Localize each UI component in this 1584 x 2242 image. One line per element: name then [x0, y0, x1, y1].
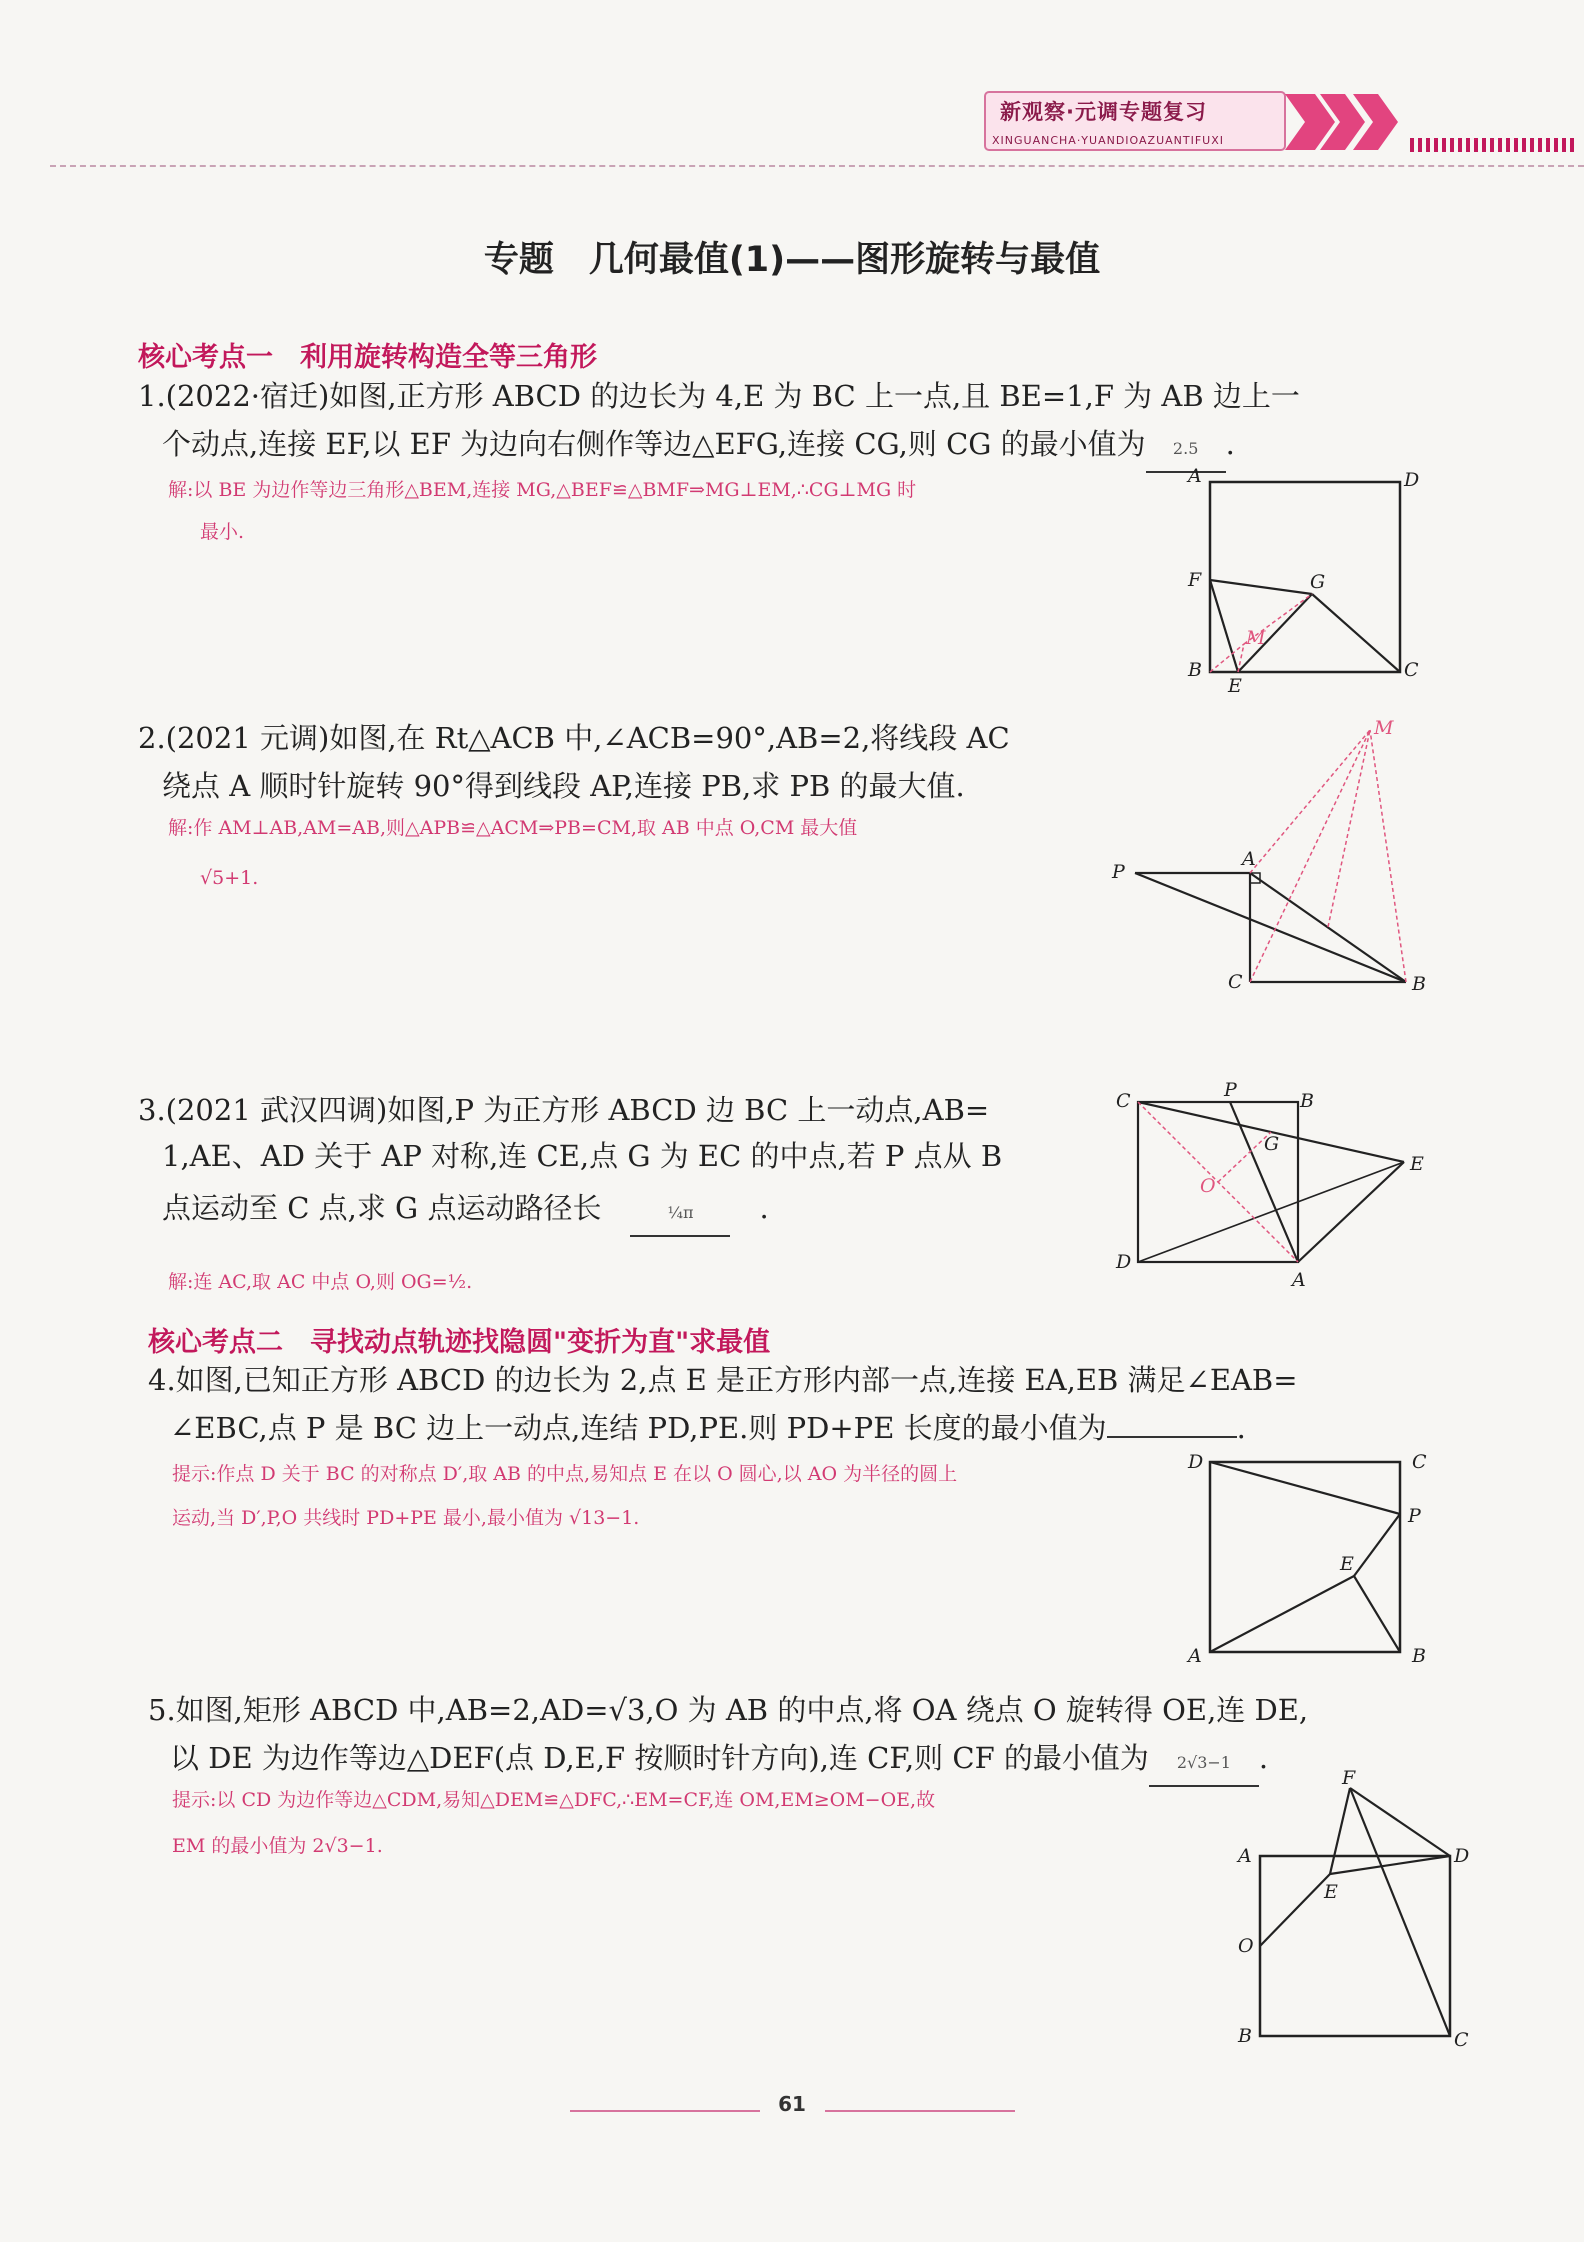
q4-label-A: A — [1188, 1645, 1202, 1667]
q5-end: . — [1258, 1741, 1269, 1775]
q4-line2-text: ∠EBC,点 P 是 BC 边上一动点,连结 PD,PE.则 PD+PE 长度的最小值为 — [170, 1411, 1107, 1445]
q2-label-C: C — [1228, 971, 1243, 993]
q5-label-D: D — [1454, 1845, 1470, 1867]
q1-solution-line1: 解:以 BE 为边作等边三角形△BEM,连接 MG,△BEF≌△BMF⇒MG⊥EM,∴CG⊥MG 时 — [168, 479, 917, 501]
q5-label-F: F — [1342, 1767, 1356, 1789]
header-divider — [50, 165, 1584, 167]
q1-label-D: D — [1404, 469, 1420, 491]
q2-label-B: B — [1412, 973, 1426, 995]
q1-figure — [1180, 465, 1420, 700]
q1-label-C: C — [1404, 659, 1419, 681]
q2-line2: 绕点 A 顺时针旋转 90°得到线段 AP,连接 PB,求 PB 的最大值. — [162, 769, 965, 803]
q1-end: . — [1225, 427, 1235, 461]
q4-square — [1210, 1462, 1400, 1652]
section-heading-2: 核心考点二 寻找动点轨迹找隐圆"变折为直"求最值 — [148, 1327, 771, 1358]
q1-label-E: E — [1228, 675, 1242, 697]
q1-label-M: M — [1246, 627, 1266, 649]
q3-label-O: O — [1200, 1175, 1216, 1197]
q1-label-A: A — [1188, 465, 1202, 487]
q1-answer-blank: 2.5 — [1146, 426, 1226, 473]
q4-solution-line1: 提示:作点 D 关于 BC 的对称点 D′,取 AB 的中点,易知点 E 在以 O 圆心,以 AO 为半径的圆上 — [172, 1463, 958, 1485]
q2-label-A: A — [1242, 848, 1256, 870]
q3-line1: 3.(2021 武汉四调)如图,P 为正方形 ABCD 边 BC 上一动点,AB= — [138, 1093, 990, 1127]
q3-label-G: G — [1264, 1133, 1280, 1155]
q2-figure — [1110, 710, 1440, 1010]
q4-label-C: C — [1412, 1451, 1427, 1473]
q5-label-A: A — [1238, 1845, 1252, 1867]
series-title: 新观察·元调专题复习 — [1000, 100, 1207, 124]
q5-label-C: C — [1454, 2029, 1469, 2051]
q3-label-B: B — [1300, 1090, 1314, 1112]
q5-line1: 5.如图,矩形 ABCD 中,AB=2,AD=√3,O 为 AB 的中点,将 OA 绕点 O 旋转得 OE,连 DE, — [148, 1693, 1309, 1727]
q3-end: . — [759, 1191, 769, 1225]
q3-solution-line1: 解:连 AC,取 AC 中点 O,则 OG=½. — [168, 1271, 473, 1293]
q1-line2 — [162, 422, 1235, 473]
q4-label-D: D — [1188, 1451, 1204, 1473]
q4-label-B: B — [1412, 1645, 1426, 1667]
q5-label-E: E — [1324, 1881, 1338, 1903]
q3-answer-blank: ¼π — [630, 1190, 730, 1237]
q3-label-A: A — [1292, 1269, 1306, 1291]
q5-figure — [1230, 1767, 1470, 2060]
q4-label-P: P — [1408, 1505, 1421, 1527]
q4-end: . — [1236, 1411, 1246, 1445]
q5-rectangle — [1260, 1856, 1450, 2036]
page-number: 61 — [778, 2092, 806, 2116]
section-heading-1: 核心考点一 利用旋转构造全等三角形 — [138, 342, 597, 373]
q3-line3-text: 点运动至 C 点,求 G 点运动路径长 — [162, 1191, 602, 1225]
q5-label-O: O — [1238, 1935, 1254, 1957]
q2-solution-line2: √5+1. — [200, 867, 259, 889]
q1-solution-line2: 最小. — [200, 521, 245, 543]
q1-line1: 1.(2022·宿迁)如图,正方形 ABCD 的边长为 4,E 为 BC 上一点,且 BE=1,F 为 AB 边上一 — [138, 379, 1300, 413]
q5-solution-line1: 提示:以 CD 为边作等边△CDM,易知△DEM≌△DFC,∴EM=CF,连 OM,EM≥OM−OE,故 — [172, 1789, 936, 1811]
q4-answer-blank — [1107, 1436, 1237, 1438]
q1-label-F: F — [1188, 569, 1202, 591]
q1-label-B: B — [1188, 659, 1202, 681]
q3-label-E: E — [1410, 1153, 1424, 1175]
q5-solution-line2: EM 的最小值为 2√3−1. — [172, 1835, 383, 1857]
q5-label-B: B — [1238, 2025, 1252, 2047]
q2-solution-line1: 解:作 AM⊥AB,AM=AB,则△APB≌△ACM⇒PB=CM,取 AB 中点 O,CM 最大值 — [168, 817, 858, 839]
q3-figure — [1108, 1080, 1438, 1290]
q4-figure — [1180, 1440, 1440, 1680]
q5-line2-text: 以 DE 为边作等边△DEF(点 D,E,F 按顺时针方向),连 CF,则 CF 的最小值为 — [170, 1741, 1149, 1775]
q4-line2 — [170, 1406, 1246, 1451]
q2-line1: 2.(2021 元调)如图,在 Rt△ACB 中,∠ACB=90°,AB=2,将线段 AC — [138, 721, 1010, 755]
q2-label-M: M — [1374, 717, 1394, 739]
series-pinyin: XINGUANCHA·YUANDIOAZUANTIFUXI — [992, 134, 1225, 147]
q2-label-P: P — [1112, 861, 1125, 883]
q1-label-G: G — [1310, 571, 1326, 593]
q4-line1: 4.如图,已知正方形 ABCD 的边长为 2,点 E 是正方形内部一点,连接 EA,EB 满足∠EAB= — [148, 1363, 1298, 1397]
q4-solution-line2: 运动,当 D′,P,O 共线时 PD+PE 最小,最小值为 √13−1. — [172, 1507, 640, 1529]
q3-label-C: C — [1116, 1090, 1131, 1112]
q3-label-P: P — [1224, 1079, 1237, 1101]
q1-square — [1210, 482, 1400, 672]
q3-line2: 1,AE、AD 关于 AP 对称,连 CE,点 G 为 EC 的中点,若 P 点从 B — [162, 1139, 1003, 1173]
q5-answer-blank: 2√3−1 — [1149, 1740, 1259, 1787]
q3-line3 — [162, 1186, 769, 1237]
q1-line2-text: 个动点,连接 EF,以 EF 为边向右侧作等边△EFG,连接 CG,则 CG 的最小值为 — [162, 427, 1146, 461]
q4-label-E: E — [1340, 1553, 1354, 1575]
page-title: 专题 几何最值(1)——图形旋转与最值 — [483, 240, 1101, 280]
q3-label-D: D — [1116, 1251, 1132, 1273]
